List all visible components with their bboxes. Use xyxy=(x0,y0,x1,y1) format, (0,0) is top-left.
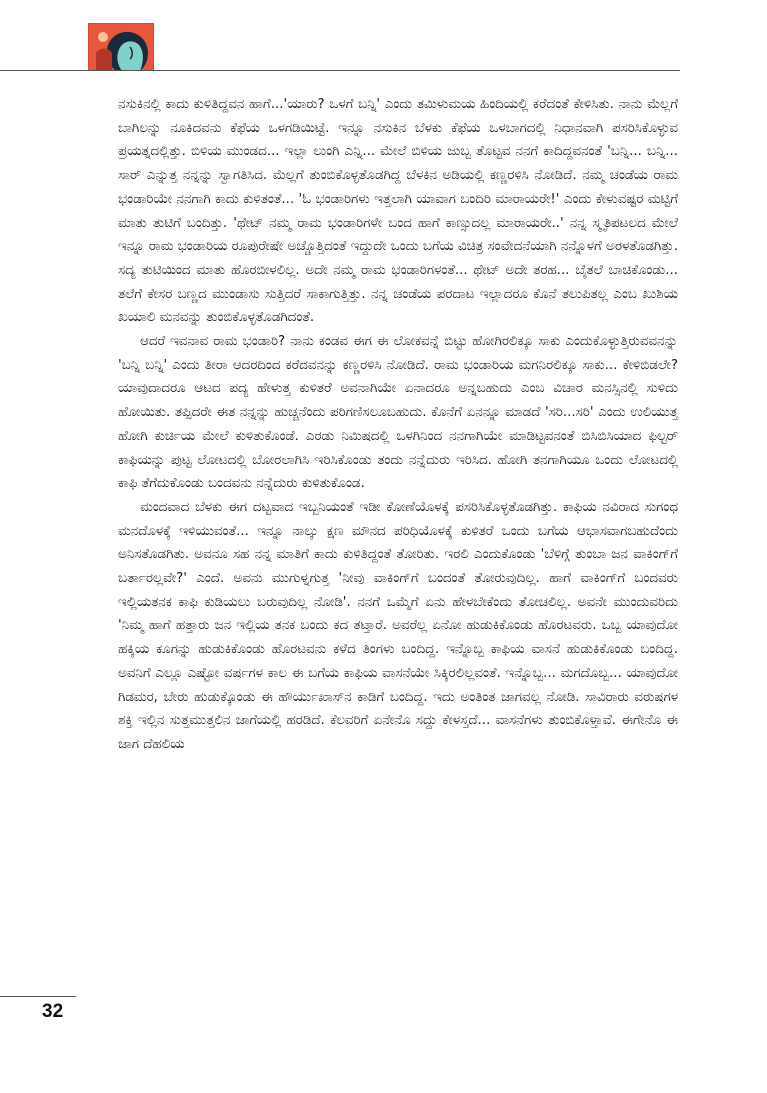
paragraph: ಆದರೆ ಇವನಾವ ರಾಮ ಭಂಡಾರಿ? ನಾನು ಕಂಡವ ಈಗ ಈ ಲೋಕವನ್ನೆ ಬಿಟ್ಟು ಹೋಗಿರಲಿಕ್ಕೂ ಸಾಕು ಎಂದುಕೊಳ್ಳುತ್ತಿರುವವನನ್ನು 'ಬನ್ನಿ ಬನ್ನಿ' ಎಂದು ತೀರಾ ಆದರದಿಂದ ಕರೆದವನನ್ನು ಕಣ್ಣರಳಿಸಿ ನೋಡಿದೆ. ರಾಮ ಭಂಡಾರಿಯ ಮಗನಿರಲಿಕ್ಕೂ ಸಾಕು... ಕೇಳಿಬಿಡಲೇ? ಯಾವುದಾದರೂ ಆಟದ ಪದ್ಯ ಹೇಳುತ್ತ ಕುಳಿತರೆ ಅವನಾಗಿಯೇ ಏನಾದರೂ ಅನ್ನಬಹುದು ಎಂಬ ವಿಚಾರ ಮನಸ್ಸಿನಲ್ಲಿ ಸುಳಿದು ಹೋಯಿತು. ತಪ್ಪಿದರೇ ಈತ ನನ್ನನ್ನು ಹುಚ್ಚನೆಂದು ಪರಿಗಣಿಸಲೂಬಹುದು. ಕೊನೆಗೆ ಏನನ್ನೂ ಮಾಡದೆ 'ಸರಿ...ಸರಿ' ಎಂದು ಉಲಿಯುತ್ತ ಹೋಗಿ ಕುರ್ಚಿಯ ಮೇಲೆ ಕುಳಿತುಕೊಂಡೆ. ಎರಡು ನಿಮಿಷದಲ್ಲಿ ಒಳಗಿನಿಂದ ನನಗಾಗಿಯೇ ಮಾಡಿಟ್ಟವನಂತೆ ಬಿಸಿಬಿಸಿಯಾದ ಫಿಲ್ಟರ್ ಕಾಫಿಯನ್ನು ಪುಟ್ಟ ಲೋಟದಲ್ಲಿ ಬೋರಲಾಗಿಸಿ ಇರಿಸಿಕೊಂಡು ತಂದು ನನ್ನೆದುರು ಇರಿಸಿದ. ಹೋಗಿ ತನಗಾಗಿಯೂ ಒಂದು ಲೋಟದಲ್ಲಿ ಕಾಫಿ ತೆಗೆದುಕೊಂಡು ಬಂದವನು ನನ್ನೆದುರು ಕುಳಿತುಕೊಂಡ. xyxy=(118,334,678,492)
footer-rule xyxy=(0,996,76,997)
header-rule xyxy=(0,70,680,71)
article-body xyxy=(118,93,678,757)
paragraph: ಮಂದವಾದ ಬೆಳಕು ಈಗ ದಟ್ಟವಾದ ಇಬ್ಬನಿಯಂತೆ ಇಡೀ ಕೋಣೆಯೊಳಕ್ಕೆ ಪಸರಿಸಿಕೊಳ್ಳತೊಡಗಿತ್ತು. ಕಾಫಿಯ ನವಿರಾದ ಸುಗಂಧ ಮನದೊಳಕ್ಕೆ ಇಳಿಯುವಂತೆ... ಇನ್ನೂ ನಾಲ್ಕು ಕ್ಷಣ ಮೌನದ ಪರಿಧಿಯೊಳಕ್ಕೆ ಕುಳಿತರೆ ಒಂದು ಬಗೆಯ ಆಭಾಸವಾಗಬಹುದೆಂದು ಅನಿಸತೊಡಗಿತು. ಅವನೂ ಸಹ ನನ್ನ ಮಾತಿಗೆ ಕಾದು ಕುಳಿತಿದ್ದಂತೆ ತೋರಿತು. ಇರಲಿ ಎಂದುಕೊಂಡು 'ಬೆಳಿಗ್ಗೆ ತುಂಬಾ ಜನ ವಾಕಿಂಗ್‌ಗೆ ಬರ್ತಾರಲ್ಲವೇ?' ಎಂದೆ. ಅವನು ಮುಗುಳ್ನಗುತ್ತ 'ನೀವು ವಾಕಿಂಗ್‌ಗೆ ಬಂದಂತೆ ತೋರುವುದಿಲ್ಲ. ಹಾಗೆ ವಾಕಿಂಗ್‌ಗೆ ಬಂದವರು ಇಲ್ಲಿಯತನಕ ಕಾಫಿ ಕುಡಿಯಲು ಬರುವುದಿಲ್ಲ ನೋಡಿ'. ನನಗೆ ಒಮ್ಮೆಗೆ ಏನು ಹೇಳಬೇಕೆಂದು ತೋಚಲಿಲ್ಲ. ಅವನೇ ಮುಂದುವರಿದು 'ನಿಮ್ಮ ಹಾಗೆ ಹತ್ತಾರು ಜನ ಇಲ್ಲಿಯ ತನಕ ಬಂದು ಕದ ತಟ್ತಾರೆ. ಅವರೆಲ್ಲ ಏನೋ ಹುಡುಕಿಕೊಂಡು ಹೊರಟವರು. ಒಬ್ಬ ಯಾವುದೋ ಹಕ್ಕಿಯ ಕೂಗನ್ನು ಹುಡುಕಿಕೊಂಡು ಹೊರಟವನು ಕಳೆದ ತಿಂಗಳು ಬಂದಿದ್ದ. ಇನ್ನೊಬ್ಬ ಕಾಫಿಯ ವಾಸನೆ ಹುಡುಕಿಕೊಂಡು ಬಂದಿದ್ದ. ಅವನಿಗೆ ಎಲ್ಲೂ ಎಷ್ಟೋ ವರ್ಷಗಳ ಕಾಲ ಈ ಬಗೆಯ ಕಾಫಿಯ ವಾಸನೆಯೇ ಸಿಕ್ಕಿರಲಿಲ್ಲವಂತೆ. ಇನ್ನೊಬ್ಬ... ಮಗದೊಬ್ಬ... ಯಾವುದೋ ಗಿಡಮರ, ಬೇರು ಹುಡುಕ್ಕೊಂಡು ಈ ಹೌರ್ಯುಖಾಸ್‌ನ ಕಾಡಿಗೆ ಬಂದಿದ್ದ. ಇದು ಅಂತಿಂತ ಜಾಗವಲ್ಲ ನೋಡಿ. ಸಾವಿರಾರು ವರುಷಗಳ ಶಕ್ತಿ ಇಲ್ಲಿನ ಸುತ್ತಮುತ್ತಲಿನ ಜಾಗೆಯಲ್ಲಿ ಹರಡಿದೆ. ಕೆಲವರಿಗೆ ಏನೇನೊ ಸದ್ದು ಕೇಳಸ್ತದೆ... ವಾಸನೆಗಳು ತುಂಬಿಕೊಳ್ತಾವೆ. ಈಗೇನೊ ಈ ಜಾಗ ದೆಹಲಿಯ xyxy=(118,499,678,752)
magazine-logo-icon xyxy=(88,23,154,71)
paragraph: ನಸುಕಿನಲ್ಲಿ ಕಾದು ಕುಳಿತಿದ್ದವನ ಹಾಗೆ...'ಯಾರು? ಒಳಗೆ ಬನ್ನಿ' ಎಂದು ತಮಿಳುಮಯ ಹಿಂದಿಯಲ್ಲಿ ಕರೆದಂತೆ ಕೇಳಿಸಿತು. ನಾನು ಮೆಲ್ಲಗೆ ಬಾಗಿಲನ್ನು ನೂಕಿದವನು ಕೆಫೆಯ ಒಳಗಡಿಯಿಟ್ಟೆ. ಇನ್ನೂ ನಸುಕಿನ ಬೆಳಕು ಕೆಫೆಯ ಒಳಬಾಗದಲ್ಲಿ ನಿಧಾನವಾಗಿ ಪಸರಿಸಿಕೊಳ್ಳುವ ಪ್ರಯತ್ನದಲ್ಲಿತ್ತು. ಬಿಳಿಯ ಮುಂಡದ... ಇಲ್ಲಾ ಲುಂಗಿ ಎನ್ನಿ... ಮೇಲೆ ಬಿಳಿಯ ಜುಬ್ಬ ತೊಟ್ಟವ ನನಗೆ ಕಾದಿದ್ದವನಂತೆ 'ಬನ್ನಿ... ಬನ್ನಿ... ಸಾರ್ ಎನ್ನುತ್ತ ನನ್ನನ್ನು ಸ್ವಾಗತಿಸಿದ. ಮೆಲ್ಲಗೆ ತುಂಬಿಕೊಳ್ಳತೊಡಗಿದ್ದ ಬೆಳಕಿನ ಅಡಿಯಲ್ಲಿ ಕಣ್ಣರಳಿಸಿ ನೋಡಿದೆ. ನಮ್ಮ ಚಂಡೆಯ ರಾಮ ಭಂಡಾರಿಯೇ ನನಗಾಗಿ ಕಾದು ಕುಳಿತಂತೆ... 'ಓ ಭಂಡಾರಿಗಳು ಇತ್ತಲಾಗಿ ಯಾವಾಗ ಬಂದಿರಿ ಮಾರಾಯರೇ!' ಎಂದು ಕೇಳುವಷ್ಟರ ಮಟ್ಟಿಗೆ ಮಾತು ತುಟಿಗೆ ಬಂದಿತ್ತು. 'ಥೇಟ್ ನಮ್ಮ ರಾಮ ಭಂಡಾರಿಗಳೇ ಬಂದ ಹಾಗೆ ಕಾಣ್ಸುದಲ್ಲ ಮಾರಾಯರೇ..' ನನ್ನ ಸ್ಮೃತಿಪಟಲದ ಮೇಲೆ ಇನ್ನೂ ರಾಮ ಭಂಡಾರಿಯ ರೂಪುರೇಷೇ ಅಚ್ಚೊತ್ತಿದಂತೆ ಇದ್ದುದೇ ಒಂದು ಬಗೆಯ ವಿಚಿತ್ರ ಸಂವೇದನೆಯಾಗಿ ನನ್ನೊಳಗೆ ಅರಳತೊಡಗಿತ್ತು. ಸದ್ಯ ತುಟಿಯಿಂದ ಮಾತು ಹೊರಬೀಳಲಿಲ್ಲ. ಅದೇ ನಮ್ಮ ರಾಮ ಭಂಡಾರಿಗಳಂತೆ... ಥೇಟ್ ಅದೇ ತರಹ... ಬೈತಲೆ ಬಾಚಿಕೊಂಡು... ತಲೆಗೆ ಕೇಸರ ಬಣ್ಣದ ಮುಂಡಾಸು ಸುತ್ತಿದರೆ ಸಾಕಾಗುತ್ತಿತ್ತು. ನನ್ನ ಚಂಡೆಯ ಪರದಾಟ ಇಲ್ಲಾದರೂ ಕೊನೆ ತಲುಪಿತಲ್ಲ ಎಂಬ ಖುಶಿಯ ಖಯಾಲಿ ಮನವನ್ನು ತುಂಬಿಕೊಳ್ಳತೊಡಗಿದಂತೆ. xyxy=(118,97,678,326)
page-number: 32 xyxy=(42,1001,64,1022)
